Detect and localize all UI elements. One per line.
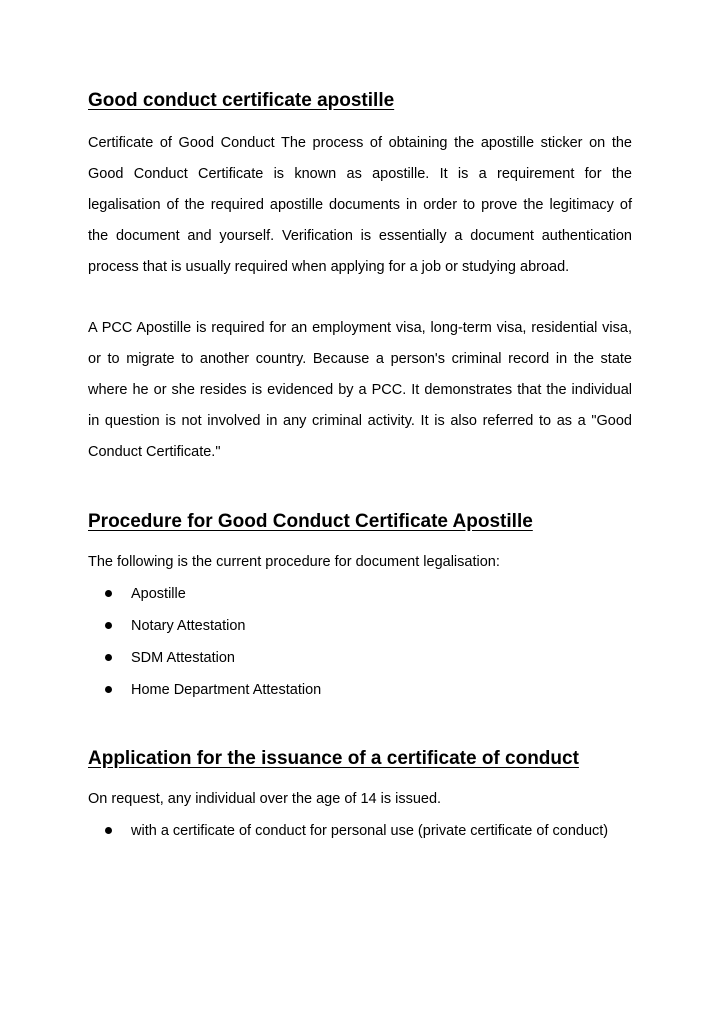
bullet-icon	[105, 654, 112, 661]
list-item	[88, 815, 632, 847]
list-item	[88, 674, 632, 706]
list-item-label: SDM Attestation	[131, 650, 235, 666]
procedure-intro: The following is the current procedure for document legalisation:	[88, 554, 500, 570]
bullet-icon	[105, 827, 112, 834]
procedure-list	[88, 578, 632, 706]
paragraph-certificate-of-good-conduct: Certificate of Good Conduct The process of obtaining the apostille sticker on the Good Conduct Certificate is known as apostille. It is a requirement for the legalisation of the required apostille documents in order to prove the legitimacy of the document and yourself. Verification is essentially a document authentication process that is usually required when applying for a job or studying abroad.	[88, 135, 632, 275]
bullet-icon	[105, 590, 112, 597]
bullet-icon	[105, 686, 112, 693]
paragraph-pcc-apostille: A PCC Apostille is required for an employment visa, long-term visa, residential visa, or to migrate to another country. Because a person's criminal record in the state where he or she resides is evidenced by a PCC. It demonstrates that the individual in question is not involved in any criminal activity. It is also referred to as a "Good Conduct Certificate."	[88, 320, 632, 460]
list-item-label: Notary Attestation	[131, 618, 246, 634]
section-heading-procedure: Procedure for Good Conduct Certificate Apostille	[88, 511, 533, 532]
list-item	[88, 610, 632, 642]
list-item-label: Home Department Attestation	[131, 682, 322, 698]
section-heading-good-conduct-certificate-apostille: Good conduct certificate apostille	[88, 90, 395, 111]
section-heading-application: Application for the issuance of a certificate of conduct	[88, 748, 579, 769]
bullet-icon	[105, 622, 112, 629]
application-list	[88, 815, 632, 847]
application-intro: On request, any individual over the age of 14 is issued.	[88, 791, 442, 807]
list-item	[88, 578, 632, 610]
list-item	[88, 642, 632, 674]
list-item-label: Apostille	[131, 586, 186, 602]
list-item-label: with a certificate of conduct for personal use (private certificate of conduct)	[131, 823, 609, 839]
